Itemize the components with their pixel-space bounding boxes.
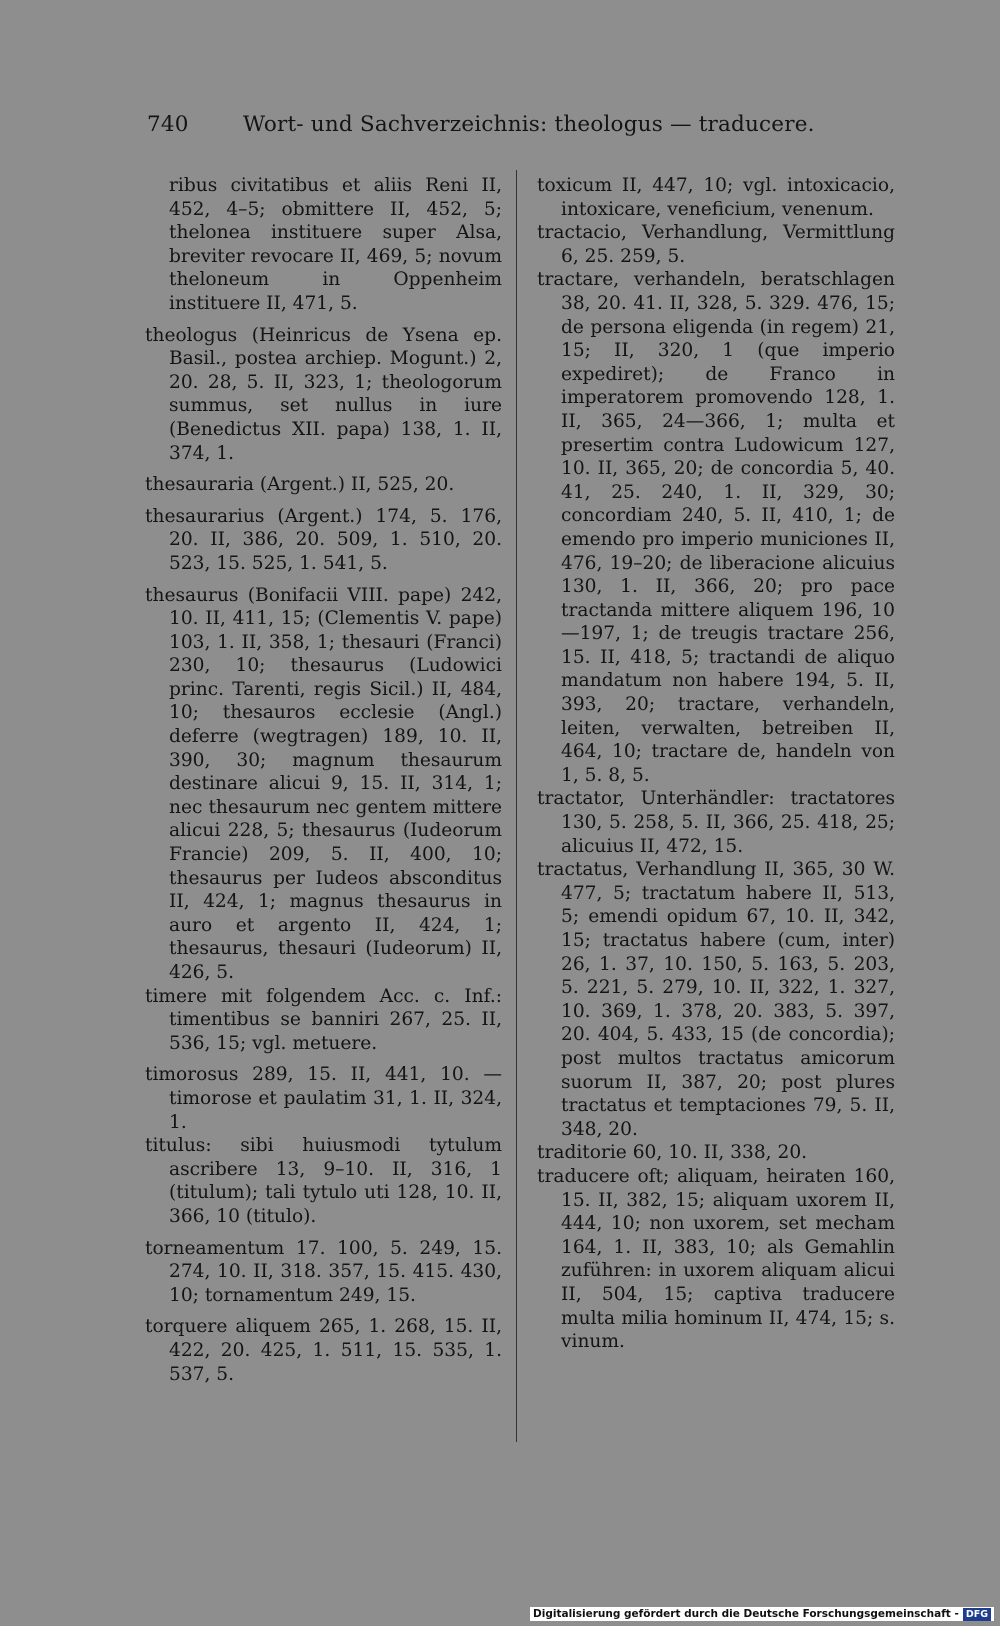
index-entry: thesaurarius (Argent.) 174, 5. 176, 20. II, 386, 20. 509, 1. 510, 20. 523, 15. 525, 1. 541, 5. — [145, 505, 502, 574]
index-entry: tractare, verhandeln, beratschlagen 38, 20. 41. II, 328, 5. 329. 476, 15; de persona eligenda (in regem) 21, 15; II, 320, 1 (que imperio expediret); de Franco in imperatorem promovendo 128, 1. II, 365, 24—366, 1; multa et presertim contra Ludowicum 127, 10. II, 365, 20; de concordia 5, 40. 41, 25. 240, 1. II, 329, 30; concordiam 240, 5. II, 410, 1; de emendo pro imperio municiones II, 476, 19–20; de liberacione alicuius 130, 1. II, 366, 20; pro pace tractanda mittere aliquem 196, 10—197, 1; de treugis tractare 256, 15. II, 418, 5; tractandi de aliquo mandatum non habere 194, 5. II, 393, 20; tractare, verhandeln, leiten, verwalten, betreiben II, 464, 10; tractare de, handeln von 1, 5. 8, 5. — [537, 269, 895, 786]
left-column — [145, 174, 502, 1386]
footer-credit — [530, 1607, 994, 1621]
page-title: Wort- und Sachverzeichnis: theologus — traducere. — [243, 112, 815, 137]
index-entry: tractator, Unterhändler: tractatores 130, 5. 258, 5. II, 366, 25. 418, 25; alicuius II, 472, 15. — [537, 788, 895, 857]
index-entry: traducere oft; aliquam, heiraten 160, 15. II, 382, 15; aliquam uxorem II, 444, 10; non uxorem, set mecham 164, 1. II, 383, 10; als Gemahlin zuführen: in uxorem aliquam alicui II, 504, 15; captiva traducere multa milia hominum II, 474, 15; s. vinum. — [537, 1165, 895, 1353]
index-entry: tractacio, Verhandlung, Vermittlung 6, 25. 259, 5. — [537, 222, 895, 267]
index-entry: thesaurus (Bonifacii VIII. pape) 242, 10. II, 411, 15; (Clementis V. pape) 103, 1. II, 358, 1; thesauri (Franci) 230, 10; thesaurus (Ludowici princ. Tarenti, regis Sicil.) II, 484, 10; thesauros ecclesie (Angl.) deferre (wegtragen) 189, 10. II, 390, 30; magnum thesaurum destinare alicui 9, 15. II, 314, 1; nec thesaurum nec gentem mittere alicui 228, 5; thesaurus (Iudeorum Francie) 209, 5. II, 400, 10; thesaurus per Iudeos absconditus II, 424, 1; magnus thesaurus in auro et argento II, 424, 1; thesaurus, thesauri (Iudeorum) II, 426, 5. — [145, 584, 502, 983]
column-divider — [516, 170, 517, 1442]
right-column — [537, 174, 895, 1354]
dfg-logo: DFG — [963, 1608, 991, 1621]
index-entry: titulus: sibi huiusmodi tytulum ascribere 13, 9–10. II, 316, 1 (titulum); tali tytulo uti 128, 10. II, 366, 10 (titulo). — [145, 1135, 502, 1227]
index-entry: tractatus, Verhandlung II, 365, 30 W. 477, 5; tractatum habere II, 513, 5; emendi opidum 67, 10. II, 342, 15; tractatus habere (cum, inter) 26, 1. 37, 10. 150, 5. 163, 5. 203, 5. 221, 5. 279, 10. II, 322, 1. 327, 10. 369, 1. 378, 20. 383, 5. 397, 20. 404, 5. 433, 15 (de concordia); post multos tractatus amicorum suorum II, 387, 20; post plures tractatus et temptaciones 79, 5. II, 348, 20. — [537, 859, 895, 1140]
index-entry: torquere aliquem 265, 1. 268, 15. II, 422, 20. 425, 1. 511, 15. 535, 1. 537, 5. — [145, 1316, 502, 1385]
index-entry: traditorie 60, 10. II, 338, 20. — [537, 1142, 808, 1164]
index-entry: thesauraria (Argent.) II, 525, 20. — [145, 474, 455, 496]
index-entry: torneamentum 17. 100, 5. 249, 15. 274, 10. II, 318. 357, 15. 415. 430, 10; tornamentum 249, 15. — [145, 1237, 502, 1306]
page-header — [147, 112, 815, 137]
index-entry: theologus (Heinricus de Ysena ep. Basil., postea archiep. Mogunt.) 2, 20. 28, 5. II, 323, 1; theologorum summus, set nullus in iure (Benedictus XII. papa) 138, 1. II, 374, 1. — [145, 324, 502, 464]
index-entry: timere mit folgendem Acc. c. Inf.: timentibus se banniri 267, 25. II, 536, 15; vgl. metuere. — [145, 985, 502, 1054]
index-entry: timorosus 289, 15. II, 441, 10. — timorose et paulatim 31, 1. II, 324, 1. — [145, 1064, 502, 1133]
index-entry: ribus civitatibus et aliis Reni II, 452, 4–5; obmittere II, 452, 5; thelonea instituere super Alsa, breviter revocare II, 469, 5; novum theloneum in Oppenheim instituere II, 471, 5. — [169, 175, 502, 314]
footer-text: Digitalisierung gefördert durch die Deutsche Forschungsgemeinschaft - — [533, 1608, 959, 1620]
page-number: 740 — [147, 112, 189, 137]
index-entry: toxicum II, 447, 10; vgl. intoxicacio, intoxicare, veneficium, venenum. — [537, 175, 895, 220]
